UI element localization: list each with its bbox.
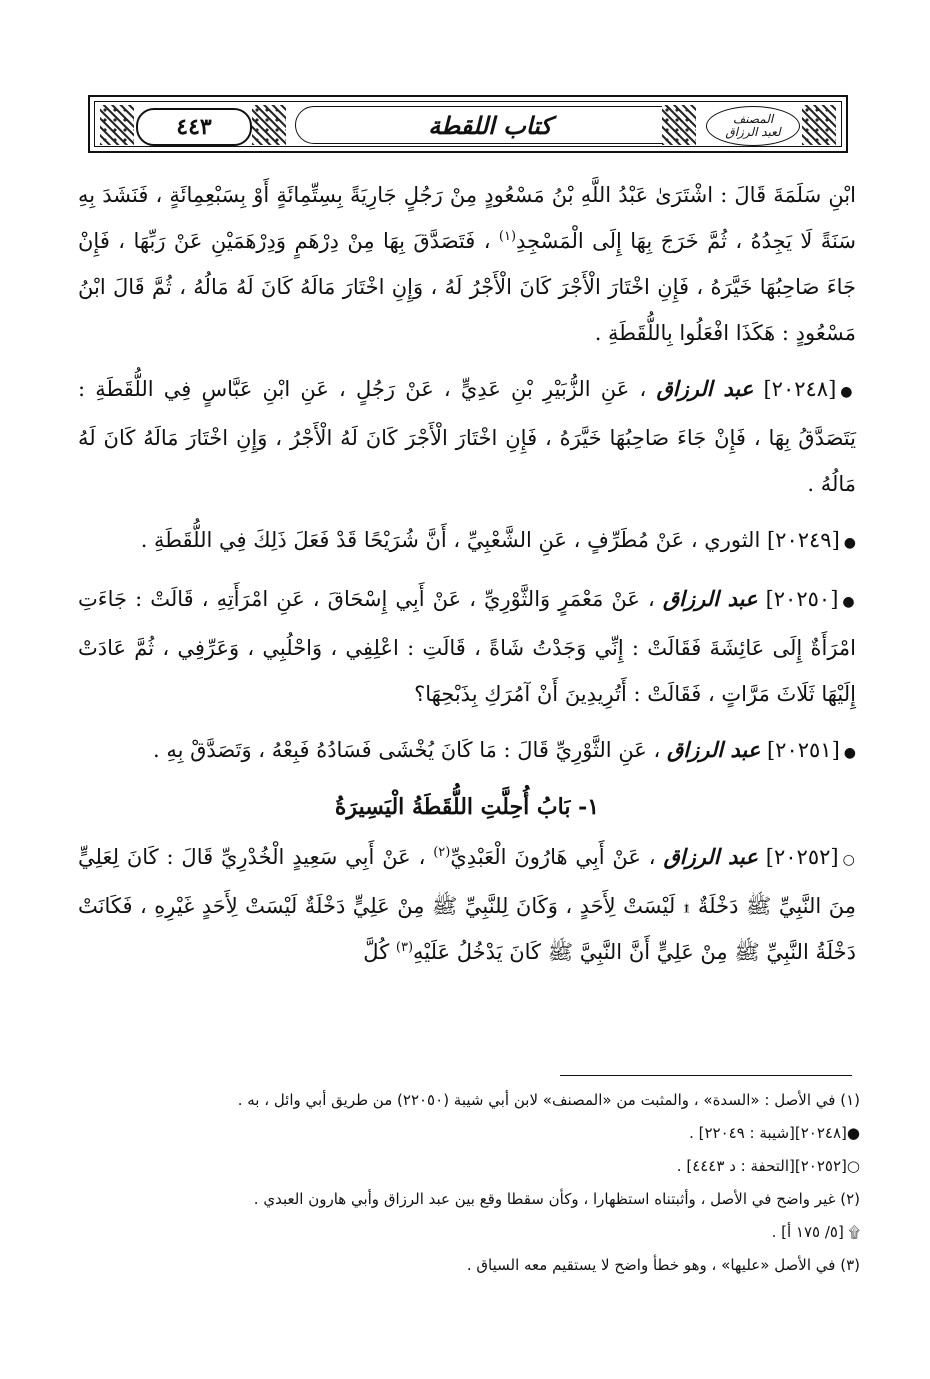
hadith-entry-20248 xyxy=(78,366,856,507)
entry-number: [٢٠٢٤٨] xyxy=(763,377,837,401)
logo-line-1: المصنف xyxy=(732,112,774,126)
entry-text: الثوري ، عَنْ مُطَرِّفٍ ، عَنِ الشَّعْبِيِّ ، أَنَّ شُرَيْحًا قَدْ فَعَلَ ذَلِكَ فِي اللُّقَطَةِ . xyxy=(140,528,761,552)
main-text xyxy=(78,172,856,975)
entry-number: [٢٠٢٥١] xyxy=(766,738,840,762)
opening-paragraph: ابْنِ سَلَمَةَ قَالَ : اشْتَرَىٰ عَبْدُ اللَّهِ بْنُ مَسْعُودٍ مِنْ رَجُلٍ جَارِيَةً بِسِتِّمِائَةٍ أَوْ بِسَبْعِمِائَةٍ ، فَنَشَدَ بِهِ سَنَةً لَا يَجِدُهُ ، ثُمَّ خَرَجَ بِهَا إِلَى الْمَسْجِدِ$^{(١)}$ ، فَتَصَدَّقَ بِهَا مِنْ دِرْهَمٍ وَدِرْهَمَيْنِ عَنْ رَبِّهَا ، فَإِنْ جَاءَ صَاحِبُهَا خَيَّرَهُ ، فَإِنِ اخْتَارَ الْأَجْرَ كَانَ الْأَجْرُ لَهُ ، وَإِنِ اخْتَارَ مَالَهُ كَانَ لَهُ مَالُهُ ، ثُمَّ قَالَ ابْنُ مَسْعُودٍ : هَكَذَا افْعَلُوا بِاللُّقَطَةِ . xyxy=(78,183,856,345)
footnote-2: (٢) غير واضح في الأصل ، وأثبتناه استظهارا ، وكأن سقطا وقع بين عبد الرزاق وأبي هارون العبدي . xyxy=(253,1190,860,1208)
footnote-ref-2[interactable]: (٢) xyxy=(433,845,451,860)
page-number: ٤٤٣ xyxy=(136,108,252,146)
logo-line-2: لعبد الرزاق xyxy=(725,125,781,139)
entry-author: عبد الرزاق xyxy=(656,376,754,401)
footnote-divider xyxy=(560,1075,852,1076)
hadith-entry-20252: ○[٢٠٢٥٢] عبد الرزاق ، عَنْ أَبِي هَارُونَ الْعَبْدِيِّ$^{(٢)}$ ، عَنْ أَبِي سَعِيدٍ الْخُدْرِيِّ قَالَ : كَانَ لِعَلِيٍّ مِنَ النَّبِيِّ ﷺ دَخْلَةٌ ۩ لَيْسَتْ لِأَحَدٍ ، وَكَانَ لِلنَّبِيِّ ﷺ مِنْ عَلِيٍّ دَخْلَةٌ لَيْسَتْ لِأَحَدٍ غَيْرِهِ ، فَكَانَتْ دَخْلَةُ النَّبِيِّ ﷺ مِنْ عَلِيٍّ أَنَّ النَّبِيَّ ﷺ كَانَ يَدْخُلُ عَلَيْهِ$^{(٣)}$ كُلَّ xyxy=(78,844,856,964)
hadith-entry-20251 xyxy=(78,727,856,776)
entry-marker: ○ xyxy=(842,852,856,868)
entry-text: ، عَنْ مَعْمَرٍ وَالثَّوْرِيِّ ، عَنْ أَبِي إِسْحَاقَ ، عَنِ امْرَأَتِهِ ، قَالَتْ : جَاءَتِ امْرَأَةٌ إِلَى عَائِشَةَ فَقَالَتْ : إِنِّي وَجَدْتُ شَاةً ، قَالَتِ : اعْلِفِي ، وَاحْلُبِي ، وَعَرِّفِي ، ثُمَّ عَادَتْ إِلَيْهَا ثَلَاثَ مَرَّاتٍ ، فَقَالَتْ : أَتُرِيدِينَ أَنْ آمُرَكِ بِذَبْحِهَا؟ xyxy=(78,587,856,706)
entry-marker: ● xyxy=(840,384,856,400)
entry-number: [٢٠٢٥٠] xyxy=(765,587,839,611)
book-title: كتاب اللقطة xyxy=(428,110,552,140)
entry-author: عبد الرزاق xyxy=(666,737,761,762)
book-logo xyxy=(706,106,800,146)
footnote-3: (٣) في الأصل «عليها» ، وهو خطأ واضح لا يستقيم معه السياق . xyxy=(466,1256,860,1274)
entry-text: ، عَنِ الزُّبَيْرِ بْنِ عَدِيٍّ ، عَنْ رَجُلٍ ، عَنِ ابْنِ عَبَّاسٍ فِي اللُّقَطَةِ : يَتَصَدَّقُ بِهَا ، فَإِنْ جَاءَ صَاحِبُهَا خَيَّرَهُ ، فَإِنِ اخْتَارَ الْأَجْرَ كَانَ لَهُ الْأَجْرُ ، وَإِنِ اخْتَارَ مَالَهُ كَانَ لَهُ مَالُهُ . xyxy=(78,377,856,496)
entry-marker: ● xyxy=(842,594,856,610)
ornament-right-inner xyxy=(662,105,696,145)
ornament-left-outer xyxy=(100,105,134,145)
footnote-1: (١) في الأصل : «السدة» ، والمثبت من «المصنف» لابن أبي شيبة (٢٢٠٥٠) من طريق أبي وائل ، به . xyxy=(237,1091,860,1109)
footnote-ref-1[interactable]: (١) xyxy=(498,229,517,244)
entry-text: ، عَنِ الثَّوْرِيِّ قَالَ : مَا كَانَ يُخْشَى فَسَادُهُ فَبِعْهُ ، وَتَصَدَّقْ بِهِ . xyxy=(152,738,661,762)
reference-20248: ●[٢٠٢٤٨][شيبة : ٢٢٠٤٩] . xyxy=(689,1124,860,1142)
entry-marker: ● xyxy=(843,745,856,761)
ornament-right-outer xyxy=(802,105,836,145)
page-header xyxy=(88,95,848,153)
entry-marker: ● xyxy=(843,535,856,551)
footnotes xyxy=(100,1090,860,1288)
hadith-entry-20250 xyxy=(78,576,856,717)
entry-author: عبد الرزاق xyxy=(662,586,758,611)
entry-number: [٢٠٢٤٩] xyxy=(766,528,840,552)
chapter-heading: ١- بَابُ أُحِلَّتِ اللُّقَطَةُ الْيَسِيرَةُ xyxy=(334,794,600,820)
footnote-ref-3[interactable]: (٣) xyxy=(395,940,414,955)
entry-author: عبد الرزاق xyxy=(663,844,758,869)
hadith-entry-20249 xyxy=(78,517,856,566)
manuscript-folio: ۩ [٥/ ١٧٥ أ] . xyxy=(771,1223,860,1241)
entry-number: [٢٠٢٥٢] xyxy=(765,845,839,869)
reference-20252: ○[٢٠٢٥٢][التحفة : د ٤٤٤٣] . xyxy=(676,1157,860,1175)
ornament-left-inner xyxy=(252,105,286,145)
